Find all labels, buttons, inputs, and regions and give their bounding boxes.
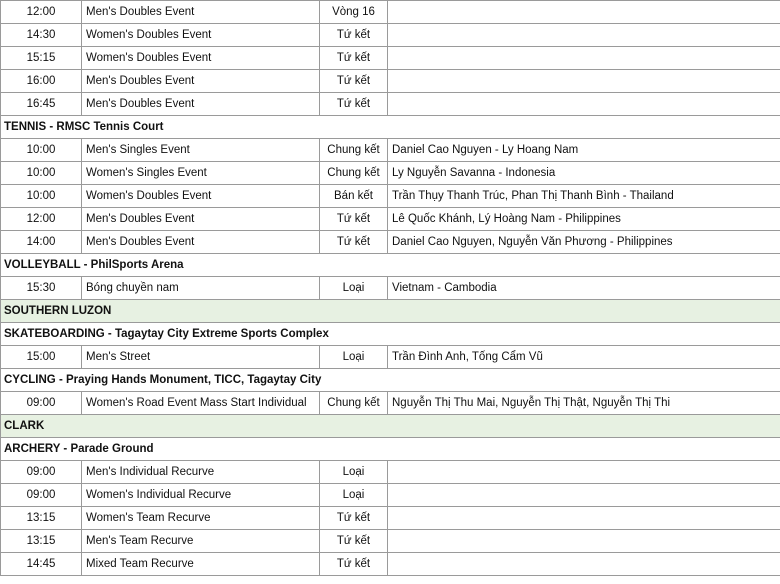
event-athletes bbox=[388, 70, 780, 93]
event-time: 14:45 bbox=[1, 553, 82, 576]
event-row bbox=[1, 277, 780, 300]
event-row bbox=[1, 1, 780, 24]
sport-venue-header bbox=[1, 254, 780, 277]
event-row bbox=[1, 392, 780, 415]
region-label: SOUTHERN LUZON bbox=[1, 300, 780, 323]
event-round: Chung kết bbox=[320, 392, 388, 415]
event-name: Men's Individual Recurve bbox=[82, 461, 320, 484]
event-time: 09:00 bbox=[1, 484, 82, 507]
schedule-body bbox=[1, 1, 780, 576]
event-athletes: Lê Quốc Khánh, Lý Hoàng Nam - Philippines bbox=[388, 208, 780, 231]
event-athletes: Ly Nguyễn Savanna - Indonesia bbox=[388, 162, 780, 185]
event-name: Men's Doubles Event bbox=[82, 231, 320, 254]
event-athletes: Nguyễn Thị Thu Mai, Nguyễn Thị Thật, Nguyễn Thị Thi bbox=[388, 392, 780, 415]
event-name: Men's Team Recurve bbox=[82, 530, 320, 553]
event-name: Women's Doubles Event bbox=[82, 185, 320, 208]
event-athletes bbox=[388, 484, 780, 507]
event-name: Men's Singles Event bbox=[82, 139, 320, 162]
event-athletes: Vietnam - Cambodia bbox=[388, 277, 780, 300]
event-name: Women's Doubles Event bbox=[82, 24, 320, 47]
event-row bbox=[1, 185, 780, 208]
event-time: 12:00 bbox=[1, 1, 82, 24]
event-row bbox=[1, 93, 780, 116]
event-round: Loại bbox=[320, 484, 388, 507]
event-time: 10:00 bbox=[1, 162, 82, 185]
sport-venue-header bbox=[1, 369, 780, 392]
event-round: Loại bbox=[320, 461, 388, 484]
event-round: Tứ kết bbox=[320, 24, 388, 47]
region-header bbox=[1, 300, 780, 323]
event-row bbox=[1, 47, 780, 70]
event-round: Tứ kết bbox=[320, 93, 388, 116]
event-time: 10:00 bbox=[1, 185, 82, 208]
event-round: Tứ kết bbox=[320, 47, 388, 70]
event-name: Women's Team Recurve bbox=[82, 507, 320, 530]
event-name: Men's Doubles Event bbox=[82, 208, 320, 231]
event-name: Men's Street bbox=[82, 346, 320, 369]
sport-venue-header bbox=[1, 438, 780, 461]
event-row bbox=[1, 461, 780, 484]
event-row bbox=[1, 507, 780, 530]
event-time: 15:00 bbox=[1, 346, 82, 369]
region-label: CLARK bbox=[1, 415, 780, 438]
event-athletes: Daniel Cao Nguyen - Ly Hoang Nam bbox=[388, 139, 780, 162]
sport-venue-header bbox=[1, 323, 780, 346]
event-round: Loại bbox=[320, 277, 388, 300]
event-name: Men's Doubles Event bbox=[82, 93, 320, 116]
event-time: 14:00 bbox=[1, 231, 82, 254]
event-round: Tứ kết bbox=[320, 208, 388, 231]
event-row bbox=[1, 208, 780, 231]
region-header bbox=[1, 415, 780, 438]
sport-venue-label: VOLLEYBALL - PhilSports Arena bbox=[1, 254, 780, 277]
event-athletes bbox=[388, 47, 780, 70]
event-row bbox=[1, 70, 780, 93]
event-round: Chung kết bbox=[320, 162, 388, 185]
event-row bbox=[1, 553, 780, 576]
sport-venue-label: ARCHERY - Parade Ground bbox=[1, 438, 780, 461]
event-round: Tứ kết bbox=[320, 231, 388, 254]
event-row bbox=[1, 24, 780, 47]
event-time: 10:00 bbox=[1, 139, 82, 162]
event-time: 16:00 bbox=[1, 70, 82, 93]
event-name: Men's Doubles Event bbox=[82, 1, 320, 24]
event-row bbox=[1, 231, 780, 254]
event-time: 12:00 bbox=[1, 208, 82, 231]
sport-venue-label: CYCLING - Praying Hands Monument, TICC, Tagaytay City bbox=[1, 369, 780, 392]
event-name: Men's Doubles Event bbox=[82, 70, 320, 93]
sport-venue-header bbox=[1, 116, 780, 139]
event-row bbox=[1, 346, 780, 369]
event-athletes bbox=[388, 24, 780, 47]
event-athletes bbox=[388, 461, 780, 484]
event-name: Women's Singles Event bbox=[82, 162, 320, 185]
event-athletes: Daniel Cao Nguyen, Nguyễn Văn Phương - Philippines bbox=[388, 231, 780, 254]
event-time: 09:00 bbox=[1, 461, 82, 484]
event-row bbox=[1, 162, 780, 185]
event-round: Bán kết bbox=[320, 185, 388, 208]
event-athletes bbox=[388, 530, 780, 553]
event-time: 16:45 bbox=[1, 93, 82, 116]
event-row bbox=[1, 530, 780, 553]
event-name: Women's Road Event Mass Start Individual bbox=[82, 392, 320, 415]
event-time: 13:15 bbox=[1, 530, 82, 553]
sport-venue-label: SKATEBOARDING - Tagaytay City Extreme Sports Complex bbox=[1, 323, 780, 346]
event-round: Chung kết bbox=[320, 139, 388, 162]
event-athletes: Trần Thụy Thanh Trúc, Phan Thị Thanh Bình - Thailand bbox=[388, 185, 780, 208]
event-time: 13:15 bbox=[1, 507, 82, 530]
event-name: Bóng chuyền nam bbox=[82, 277, 320, 300]
event-athletes bbox=[388, 553, 780, 576]
event-time: 09:00 bbox=[1, 392, 82, 415]
event-round: Vòng 16 bbox=[320, 1, 388, 24]
event-round: Loại bbox=[320, 346, 388, 369]
event-round: Tứ kết bbox=[320, 553, 388, 576]
event-round: Tứ kết bbox=[320, 70, 388, 93]
event-name: Women's Doubles Event bbox=[82, 47, 320, 70]
sport-venue-label: TENNIS - RMSC Tennis Court bbox=[1, 116, 780, 139]
event-time: 14:30 bbox=[1, 24, 82, 47]
event-athletes: Trần Đình Anh, Tống Cẩm Vũ bbox=[388, 346, 780, 369]
event-row bbox=[1, 139, 780, 162]
event-athletes bbox=[388, 1, 780, 24]
event-round: Tứ kết bbox=[320, 507, 388, 530]
event-athletes bbox=[388, 93, 780, 116]
event-name: Mixed Team Recurve bbox=[82, 553, 320, 576]
event-name: Women's Individual Recurve bbox=[82, 484, 320, 507]
event-athletes bbox=[388, 507, 780, 530]
event-round: Tứ kết bbox=[320, 530, 388, 553]
event-time: 15:15 bbox=[1, 47, 82, 70]
event-row bbox=[1, 484, 780, 507]
event-time: 15:30 bbox=[1, 277, 82, 300]
